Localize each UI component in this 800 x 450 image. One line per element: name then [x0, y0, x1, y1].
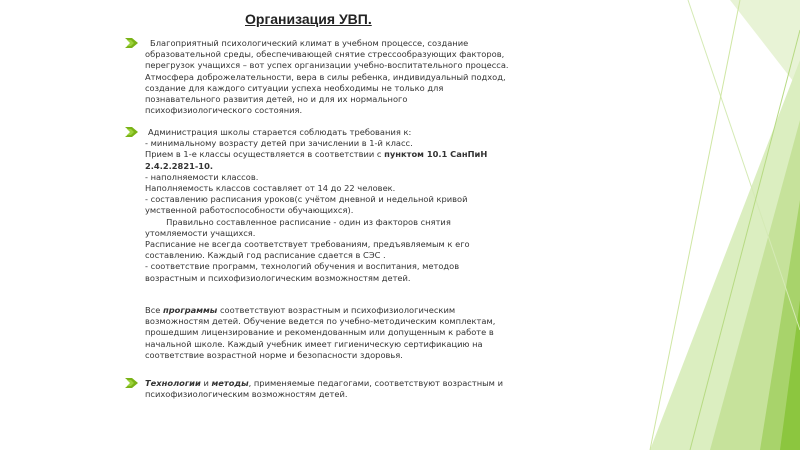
page-title: Организация УВП.: [245, 11, 372, 27]
chevron-bullet-icon: [125, 38, 139, 48]
text-line: [145, 305, 495, 316]
programs-emphasis: программы: [163, 305, 218, 315]
text-line: утомляемости учащихся.: [145, 227, 256, 238]
text-line: прошедшим лицензирование и рекомендованным или допущенным к работе в: [145, 327, 494, 338]
text-line: Расписание не всегда соответствует требованиям, предъявляемым к его: [145, 239, 470, 250]
paragraph-administration: [145, 127, 487, 284]
text-line: соответствие возрастной норме и безопасности здоровья.: [145, 349, 403, 360]
technologies-emphasis: Технологии: [145, 378, 201, 388]
chevron-bullet-icon: [125, 378, 139, 388]
paragraph-technologies: [145, 378, 503, 400]
text-line: умственной работоспособности обучающихся).: [145, 205, 354, 216]
text-line: создание для каждого ситуации успеха необходимы не только для: [145, 82, 444, 93]
sanpin-reference: пунктом 10.1 СанПиН: [384, 149, 488, 160]
text-line: психофизиологического состояния.: [145, 105, 303, 116]
text-span: и: [200, 378, 212, 388]
sanpin-reference-number: 2.4.2.2821-10.: [145, 160, 214, 171]
text-line: возможностям детей. Обучение ведется по учебно-методическим комплектам,: [145, 316, 496, 327]
text-line: Правильно составленное расписание - один из факторов снятия: [145, 216, 451, 227]
text-line: - минимальному возрасту детей при зачислении в 1-й класс.: [145, 138, 413, 149]
paragraph-programs: [145, 305, 495, 361]
text-line: [145, 378, 503, 389]
paragraph-climate: [145, 38, 509, 116]
methods-emphasis: методы: [211, 378, 249, 388]
text-line: - соответствие программ, технологий обучения и воспитания, методов: [145, 261, 460, 272]
text-line: психофизиологическим возможностям детей.: [145, 389, 348, 400]
text-span: соответствуют возрастным и психофизиологическим: [217, 305, 456, 315]
text-span: , применяемые педагогами, соответствуют возрастным и: [248, 378, 503, 388]
text-span: Все: [145, 305, 163, 315]
text-line: Наполняемость классов составляет от 14 до 22 человек.: [145, 183, 396, 194]
text-line: начальной школе. Каждый учебник имеет гигиеническую сертификацию на: [145, 338, 483, 349]
text-line: составлению. Каждый год расписание сдается в СЭС .: [145, 250, 386, 261]
text-line: Благоприятный психологический климат в учебном процессе, создание: [150, 38, 469, 48]
decorative-green-panel: [630, 0, 800, 450]
text-line: Администрация школы старается соблюдать требования к:: [148, 127, 412, 137]
text-line: образовательной среды, обеспечивающей снятие стрессообразующих факторов,: [145, 49, 505, 60]
text-line: познавательного развития детей, но и для их нормального: [145, 94, 408, 105]
text-line: [145, 149, 487, 160]
text-line: - составлению расписания уроков(с учётом дневной и недельной кривой: [145, 194, 468, 205]
text-line: возрастным и психофизиологическим возможностям детей.: [145, 272, 411, 283]
text-span: Прием в 1-е классы осуществляется в соответствии с: [145, 149, 385, 160]
text-line: Атмосфера доброжелательности, вера в силы ребенка, индивидуальный подход,: [145, 71, 506, 82]
text-line: перегрузок учащихся – вот успех организации учебно-воспитательного процесса.: [145, 60, 509, 71]
text-line: - наполняемости классов.: [145, 171, 259, 182]
chevron-bullet-icon: [125, 127, 139, 137]
